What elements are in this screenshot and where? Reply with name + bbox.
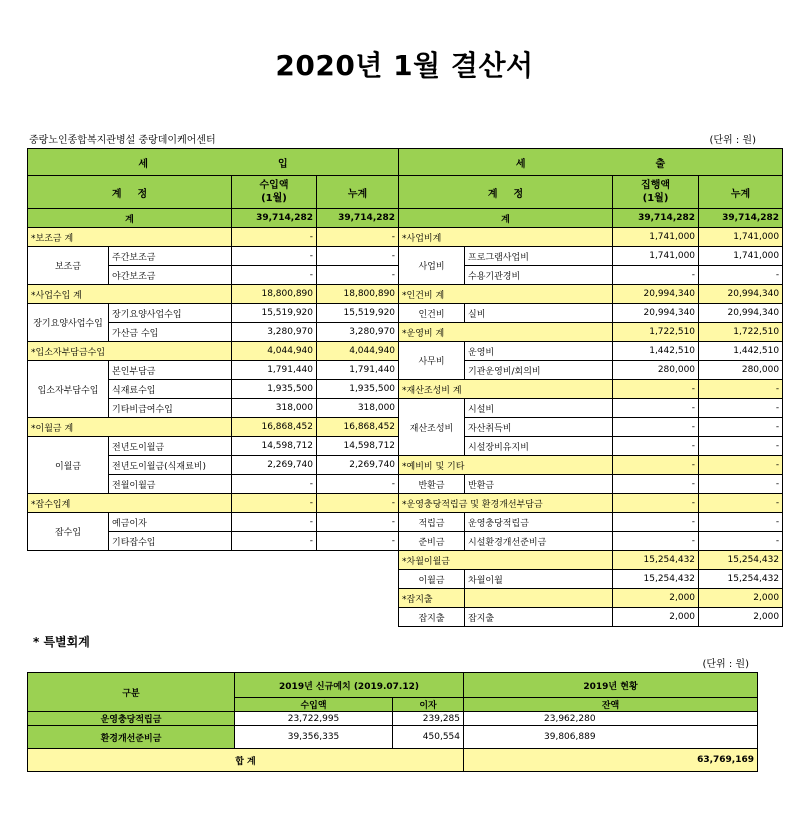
expense-cumulative-header: 누계 xyxy=(699,176,783,209)
table-row: 계 39,714,282 39,714,282 계 39,714,282 39,714,282 xyxy=(28,209,783,228)
total-label: 합 계 xyxy=(28,749,464,772)
table-row: *보조금 계 - - *사업비계 1,741,000 1,741,000 xyxy=(28,228,783,247)
balance-subheader: 잔액 xyxy=(464,698,758,712)
table-row: 보조금 주간보조금 - - 사업비 프로그램사업비 1,741,000 1,741,000 xyxy=(28,247,783,266)
table-row: *잡지출 2,000 2,000 xyxy=(28,589,783,608)
table-row: 환경개선준비금 39,356,335 450,554 39,806,889 xyxy=(28,726,758,749)
table-row: 전월이월금 - - 반환금 반환금 - - xyxy=(28,475,783,494)
income-account-header: 계 정 xyxy=(28,176,232,209)
table-row: 잡지출 잡지출 2,000 2,000 xyxy=(28,608,783,627)
table-row: *이월금 계 16,868,452 16,868,452 자산취득비 - - xyxy=(28,418,783,437)
unit-label: (단위 : 원) xyxy=(709,135,756,146)
table-row: *입소자부담금수입 4,044,940 4,044,940 사무비 운영비 1,442,510 1,442,510 xyxy=(28,342,783,361)
table-row: 전년도이월금(식재료비) 2,269,740 2,269,740 *예비비 및 기타 - - xyxy=(28,456,783,475)
table-row: 장기요양사업수입 장기요양사업수입 15,519,920 15,519,920 인건비 실비 20,994,340 20,994,340 xyxy=(28,304,783,323)
table-row: *사업수입 계 18,800,890 18,800,890 *인건비 계 20,994,340 20,994,340 xyxy=(28,285,783,304)
table-row: 기타잡수입 - - 준비금 시설환경개선준비금 - - xyxy=(28,532,783,551)
expense-account-header: 계 정 xyxy=(399,176,613,209)
income-header: 세 입 xyxy=(28,149,399,176)
special-unit-label: (단위 : 원) xyxy=(702,659,749,670)
income-subheader: 수입액 xyxy=(235,698,393,712)
table-row: 식재료수입 1,935,500 1,935,500 *재산조성비 계 - - xyxy=(28,380,783,399)
category-header: 구분 xyxy=(28,673,235,712)
table-row: *잡수입계 - - *운영충당적립금 및 환경개선부담금 - - xyxy=(28,494,783,513)
table-row: 기타비급여수입 318,000 318,000 재산조성비 시설비 - - xyxy=(28,399,783,418)
special-account-table xyxy=(27,672,758,772)
table-row: *차월이월금 15,254,432 15,254,432 xyxy=(28,551,783,570)
table-row: 야간보조금 - - 수용기관경비 - - xyxy=(28,266,783,285)
deposit-header: 2019년 신규예치 (2019.07.12) xyxy=(235,673,464,698)
organization-name: 중랑노인종합복지관병설 중랑데이케어센터 xyxy=(29,135,216,146)
expense-month-header: 집행액 (1월) xyxy=(613,176,699,209)
table-row: 운영충당적립금 23,722,995 239,285 23,962,280 xyxy=(28,712,758,726)
table-row: 입소자부담수입 본인부담금 1,791,440 1,791,440 기관운영비/회의비 280,000 280,000 xyxy=(28,361,783,380)
special-account-heading: * 특별회계 xyxy=(33,635,90,649)
settlement-table xyxy=(27,148,783,627)
expense-header: 세 출 xyxy=(399,149,783,176)
table-row: 이월금 차월이월 15,254,432 15,254,432 xyxy=(28,570,783,589)
table-row: 가산금 수입 3,280,970 3,280,970 *운영비 계 1,722,510 1,722,510 xyxy=(28,323,783,342)
total-row xyxy=(28,749,758,772)
table-row: 잡수입 예금이자 - - 적립금 운영충당적립금 - - xyxy=(28,513,783,532)
income-cumulative-header: 누계 xyxy=(317,176,399,209)
status-header: 2019년 현황 xyxy=(464,673,758,698)
income-month-header: 수입액 (1월) xyxy=(232,176,317,209)
page-title: 2020년 1월 결산서 xyxy=(275,49,534,82)
total-value: 63,769,169 xyxy=(464,749,758,772)
empty-income-area xyxy=(28,551,399,627)
interest-subheader: 이자 xyxy=(393,698,464,712)
table-row: 이월금 전년도이월금 14,598,712 14,598,712 시설장비유지비 - - xyxy=(28,437,783,456)
